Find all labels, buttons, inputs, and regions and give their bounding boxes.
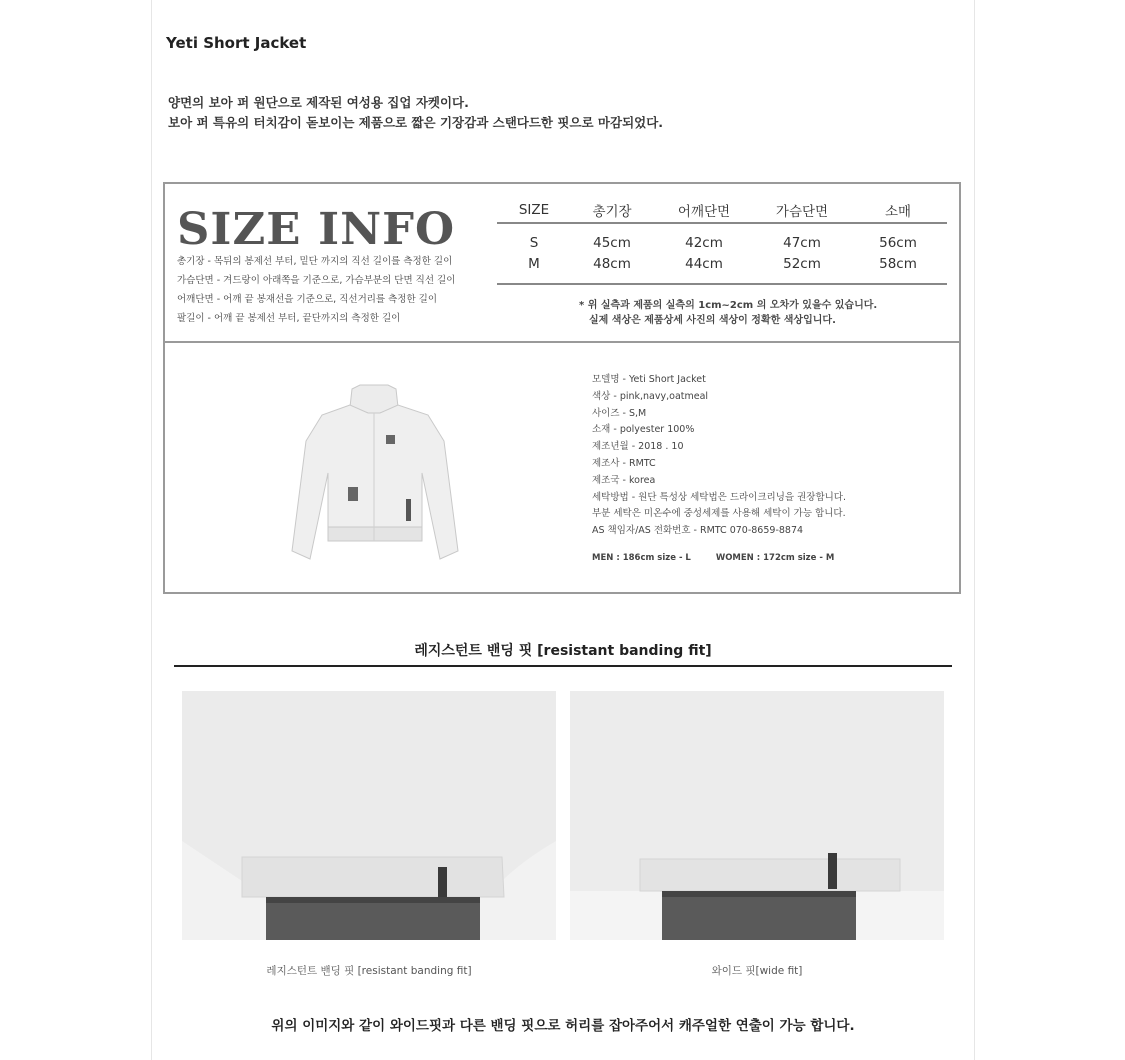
table-cell: 44cm [653,253,755,284]
product-title: Yeti Short Jacket [166,34,307,52]
model-fit-men: MEN : 186cm size - L [592,553,691,563]
spec-line: 제조국 - korea [592,474,656,486]
size-table-header: 가슴단면 [755,198,849,223]
size-table [497,198,947,285]
jacket-image [276,381,472,567]
note-line: 실제 색상은 제품상세 사진의 색상이 정확한 색상입니다. [589,315,836,326]
model-fit-info [592,553,834,563]
table-cell: 58cm [849,253,947,284]
table-row [497,223,947,253]
size-definitions [177,252,455,328]
spec-line: 세탁방법 - 원단 특성상 세탁법은 드라이크리닝을 권장합니다. [592,491,846,503]
table-cell: 45cm [593,234,631,251]
definition-line: 가슴단면 - 겨드랑이 아래쪽을 기준으로, 가슴부분의 단면 직선 길이 [177,275,456,286]
spec-line: 제조사 - RMTC [592,457,656,469]
definition-line: 팔길이 - 어깨 끝 봉제선 부터, 끝단까지의 측정한 길이 [177,313,401,324]
definition-line: 총기장 - 목뒤의 봉제선 부터, 밑단 까지의 직선 길이를 측정한 길이 [177,256,453,267]
intro-line: 보아 퍼 특유의 터치감이 돋보이는 제품으로 짧은 기장감과 스탠다드한 핏으로 마감되었다. [168,115,664,130]
table-cell: 47cm [783,234,821,251]
banding-section-title: 레지스턴트 밴딩 핏 [resistant banding fit] [414,643,712,659]
table-cell: M [497,253,571,284]
section-underline [174,665,952,667]
size-info-box [163,182,961,594]
product-intro [168,93,663,133]
intro-line: 양면의 보아 퍼 원단으로 제작된 여성용 집업 자켓이다. [168,95,469,110]
table-cell: 48cm [571,253,653,284]
detail-page [151,0,975,1060]
model-fit-women: WOMEN : 172cm size - M [715,553,835,563]
size-table-header: SIZE [497,198,571,223]
table-cell: 42cm [685,234,723,251]
spec-line: 모델명 - Yeti Short Jacket [592,374,706,385]
size-table-header: 소매 [849,198,947,223]
note-line: * 위 실측과 제품의 실측의 1cm~2cm 의 오차가 있을수 있습니다. [579,300,878,311]
table-row [497,253,947,284]
size-info-heading: SIZE INFO [177,204,456,255]
size-table-header: 어깨단면 [653,198,755,223]
spec-line: AS 책임자/AS 전화번호 - RMTC 070-8659-8874 [592,525,804,537]
table-cell: 56cm [879,234,917,251]
table-cell: S [529,234,539,251]
spec-line: 소재 - polyester 100% [592,424,695,436]
size-table-header: 총기장 [571,198,653,223]
box-divider [165,341,959,343]
spec-line: 색상 - pink,navy,oatmeal [592,390,709,402]
wide-fit-caption: 와이드 핏[wide fit] [711,965,803,977]
size-notes [579,298,877,328]
wide-fit-photo [570,691,944,940]
definition-line: 어깨단면 - 어깨 끝 봉재선을 기준으로, 직선거리를 측정한 길이 [177,294,438,305]
spec-line: 제조년월 - 2018 . 10 [592,441,684,453]
banding-description: 위의 이미지와 같이 와이드핏과 다른 밴딩 핏으로 허리를 잡아주어서 캐주얼한 연출이 가능 합니다. [271,1018,855,1034]
spec-line: 사이즈 - S,M [592,407,647,419]
jacket-illustration [276,381,472,567]
banding-fit-photo [182,691,556,940]
product-spec [592,372,846,540]
banding-fit-caption: 레지스턴트 밴딩 핏 [resistant banding fit] [266,965,472,977]
spec-line: 부분 세탁은 미온수에 중성세제를 사용해 세탁이 가능 합니다. [592,508,846,520]
table-cell: 52cm [755,253,849,284]
